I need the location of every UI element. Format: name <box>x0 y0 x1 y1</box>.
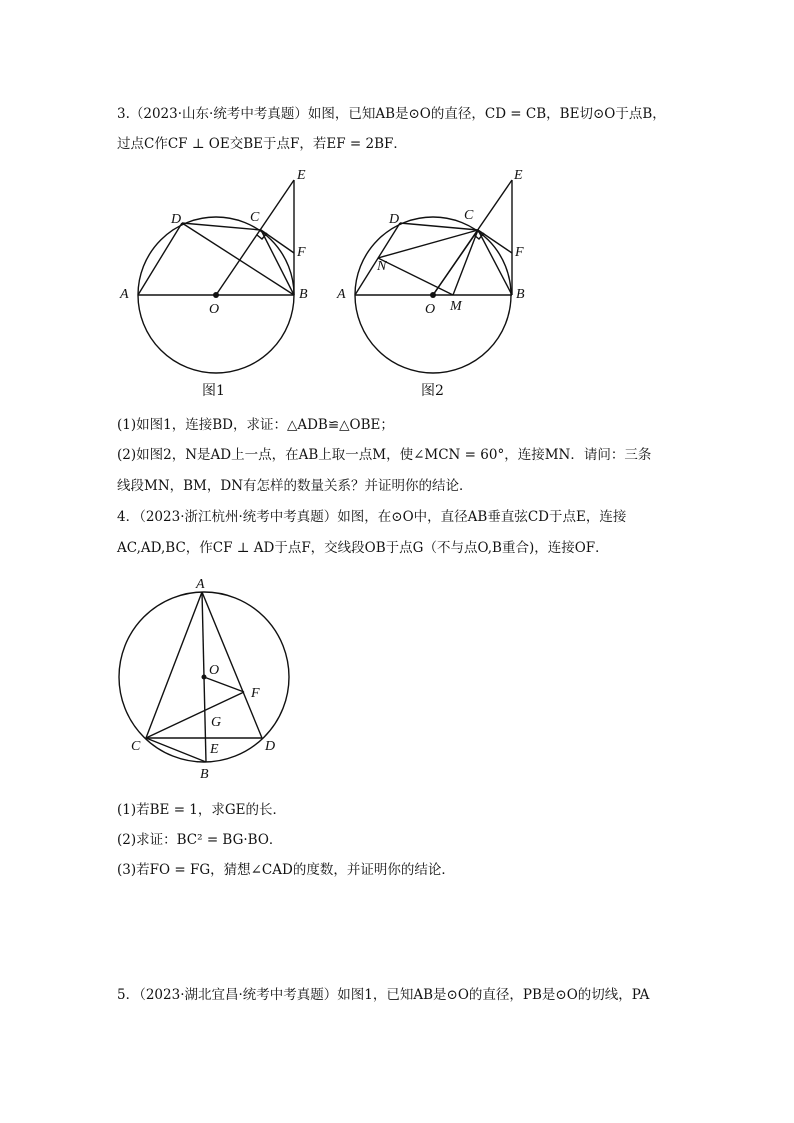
label-o: O <box>209 302 220 317</box>
label-m: M <box>450 299 462 314</box>
segment-nm <box>378 258 453 295</box>
label-c: C <box>131 739 141 754</box>
label-n: N <box>377 259 387 274</box>
label-g: G <box>211 715 222 730</box>
label-f: F <box>297 245 306 260</box>
segment-ad <box>138 223 182 295</box>
label-f: F <box>251 686 260 701</box>
figure-2 <box>333 160 533 390</box>
label-a: A <box>196 577 205 592</box>
label-f: F <box>515 245 524 260</box>
label-e: E <box>297 168 306 183</box>
label-d: D <box>171 212 182 227</box>
problem3-q2b: 线段MN，BM，DN有怎样的数量关系？并证明你的结论． <box>117 478 473 494</box>
problem4-q1: (1)若BE = 1，求GE的长． <box>117 802 287 818</box>
segment-db <box>182 223 294 295</box>
label-c: C <box>250 210 260 225</box>
label-b: B <box>516 287 525 302</box>
segment-oe <box>216 180 294 295</box>
figure-1-caption: 图1 <box>202 383 225 399</box>
label-a: A <box>120 287 129 302</box>
label-e: E <box>210 742 219 757</box>
figure-problem4 <box>115 568 295 783</box>
label-d: D <box>265 739 276 754</box>
segment-cm <box>453 230 478 295</box>
label-a: A <box>337 287 346 302</box>
figure-2-caption: 图2 <box>421 383 444 399</box>
problem4-line1: 4．（2023·浙江杭州·统考中考真题）如图，在⊙O中，直径AB垂直弦CD于点E，连接 <box>117 509 627 525</box>
problem4-line2: AC,AD,BC，作CF ⊥ AD于点F，交线段OB于点G（不与点O,B重合)，连接OF． <box>117 540 609 556</box>
problem4-q2: (2)求证：BC² = BG·BO． <box>117 832 283 848</box>
center-dot <box>430 292 436 298</box>
segment-cb <box>261 230 294 295</box>
segment-co <box>433 230 478 295</box>
center-dot <box>213 292 219 298</box>
label-o: O <box>209 663 220 678</box>
problem4-q3: (3)若FO = FG，猜想∠CAD的度数，并证明你的结论． <box>117 862 455 878</box>
label-e: E <box>514 168 523 183</box>
problem3-q2a: (2)如图2，N是AD上一点，在AB上取一点M，使∠MCN = 60°，连接MN．请问：三条 <box>117 447 652 463</box>
problem5-line1: 5．（2023·湖北宜昌·统考中考真题）如图1，已知AB是⊙O的直径，PB是⊙O的切线，PA <box>117 987 650 1003</box>
label-c: C <box>464 208 474 223</box>
center-dot <box>202 675 207 680</box>
problem3-q1: (1)如图1，连接BD，求证：△ADB≌△OBE； <box>117 417 394 433</box>
problem3-line2: 过点C作CF ⊥ OE交BE于点F，若EF = 2BF． <box>117 136 407 152</box>
segment-bc <box>146 738 206 762</box>
label-o: O <box>425 302 436 317</box>
label-b: B <box>200 767 209 782</box>
segment-cb <box>478 230 512 295</box>
problem3-line1: 3.（2023·山东·统考中考真题）如图，已知AB是⊙O的直径，CD = CB，BE切⊙O于点B， <box>117 106 666 122</box>
label-b: B <box>299 287 308 302</box>
label-d: D <box>389 212 400 227</box>
figure-1 <box>115 160 325 390</box>
